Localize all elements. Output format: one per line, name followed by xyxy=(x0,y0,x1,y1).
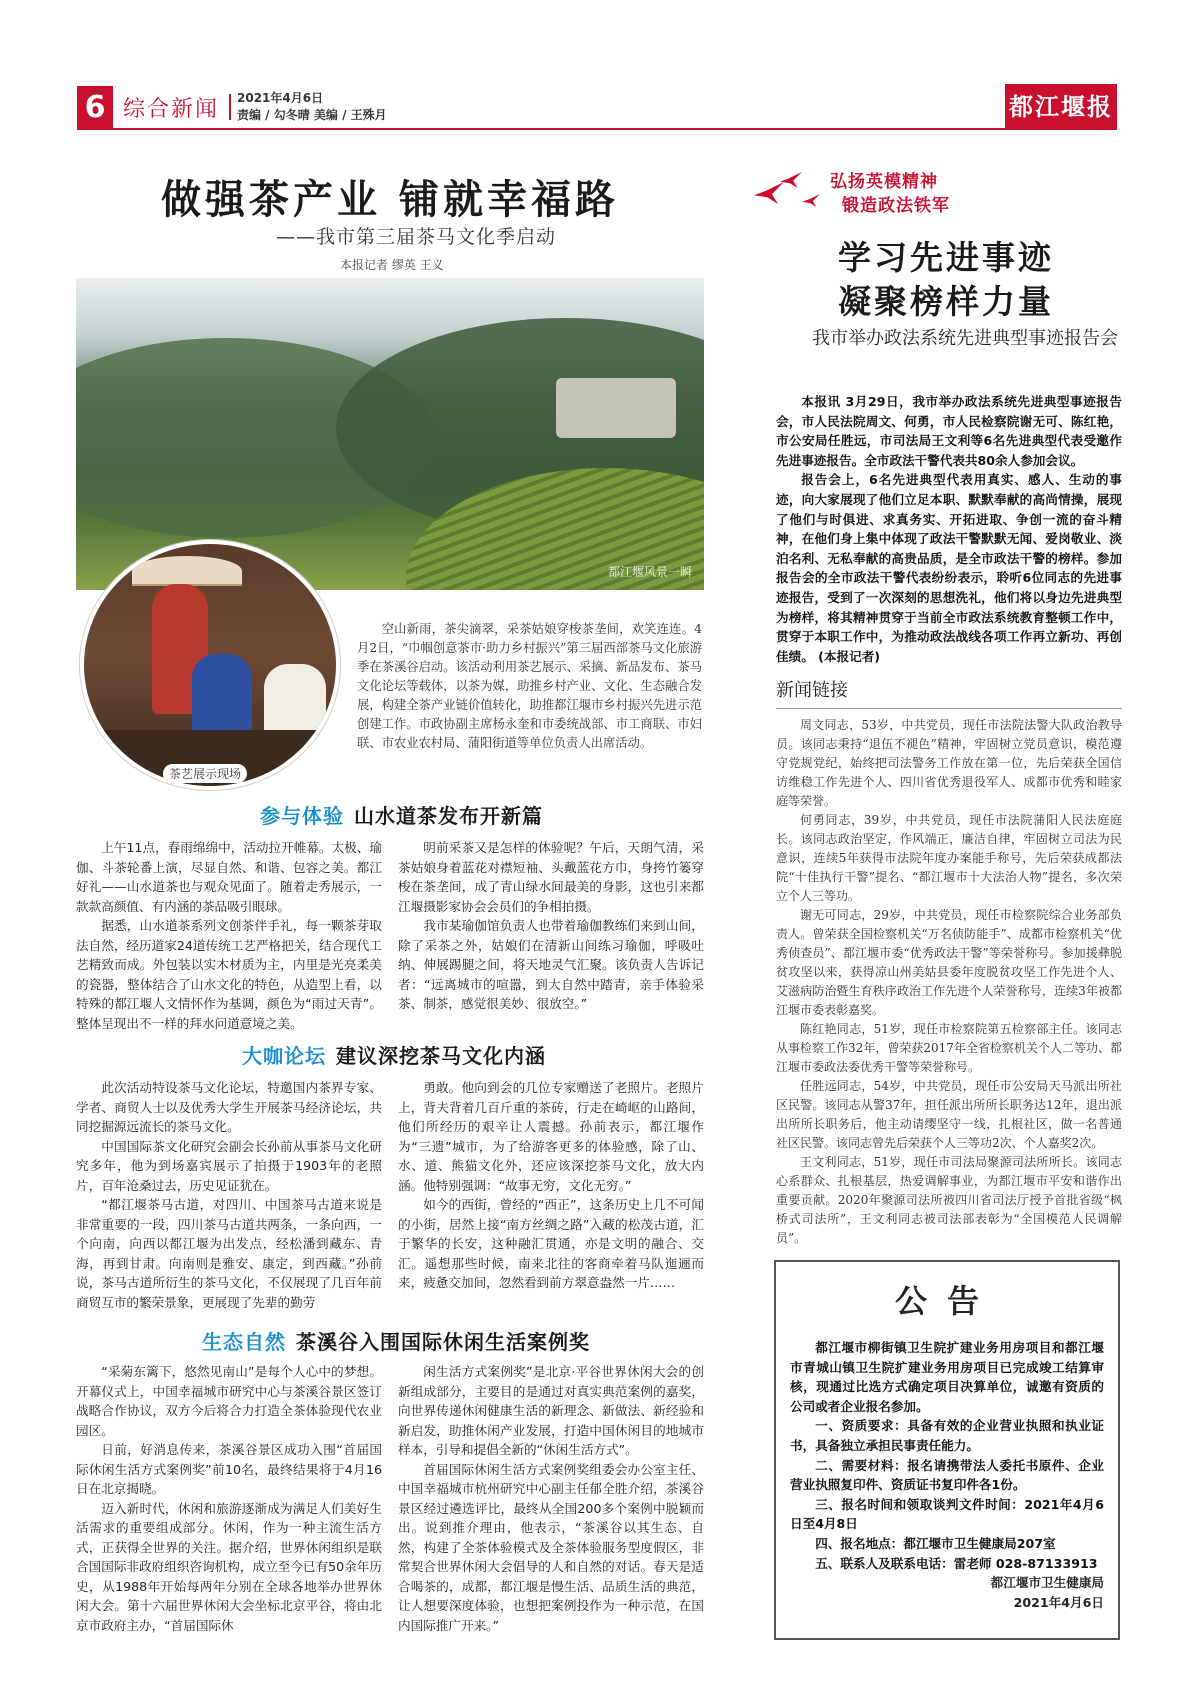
paragraph: 此次活动特设茶马文化论坛，特邀国内茶界专家、学者、商贸人士以及优秀大学生开展茶马经济论坛，共同挖掘源远流长的茶马文化。 xyxy=(76,1080,382,1134)
notice-signature-org: 都江堰市卫生健康局 xyxy=(990,1575,1104,1591)
lead-byline: 本报记者 缪英 王义 xyxy=(340,258,444,272)
paragraph: “采菊东篱下，悠然见南山”是每个人心中的梦想。开幕仪式上，中国幸福城市研究中心与茶溪谷景区签订战略合作协议，双方今后将合力打造全茶体验现代农业园区。 xyxy=(76,1364,382,1438)
banner-text xyxy=(830,170,950,218)
section3-heading xyxy=(202,1326,590,1355)
notice-paragraph: 五、联系人及联系电话：雷老师 028-87133913 xyxy=(815,1555,1098,1571)
editor-credits: 责编 / 勾冬晴 美编 / 王殊月 xyxy=(237,108,387,122)
bird-icon xyxy=(802,194,820,207)
masthead-meta xyxy=(237,90,387,124)
news-link-bios xyxy=(776,716,1122,1248)
bird-icon xyxy=(754,182,784,204)
newspaper-logo: 都江堰报 xyxy=(1005,84,1117,130)
paragraph: 据悉，山水道茶系列文创茶伴手礼，每一颗茶芽取法自然，经历道家24道传统工艺严格把关，结合现代工艺精致而成。外包装以实木材质为主，内里是光亮柔美的瓷器，整体结合了山水文化的特色，从造型上看，以特殊的都江堰人文情怀作为基调，颜色为“雨过天青”。整体呈现出不一样的拜水问道意境之美。 xyxy=(76,918,382,1031)
section3-column-1 xyxy=(76,1362,382,1635)
paragraph: “都江堰茶马古道，对四川、中国茶马古道来说是非常重要的一段，四川茶马古道共两条，一条向西，一个向南，向西以都江堰为出发点，经松潘到藏东、青海，再到甘肃。向南则是雅安、康定，到西藏。”孙前说，茶马古道所衍生的茶马文化，不仅展现了几百年前商贸互市的繁荣景象，更展现了先辈的勤劳 xyxy=(76,1197,382,1310)
circle-photo-caption: 茶艺展示现场 xyxy=(163,764,247,783)
bio-paragraph: 陈红艳同志，51岁，现任市检察院第五检察部主任。该同志从事检察工作32年，曾荣获2017年全省检察机关个人二等功、都江堰市委政法委优秀干警等荣誉称号。 xyxy=(776,1022,1122,1074)
section1-title: 山水道茶发布开新篇 xyxy=(354,804,543,828)
headline-line: 学习先进事迹 xyxy=(838,238,1054,277)
paragraph: 本报讯 3月29日，我市举办政法系统先进典型事迹报告会，市人民法院周文、何勇，市人民检察院谢无可、陈红艳，市公安局任胜远，市司法局王文利等6名先进典型代表受邀作先进事迹报告。全市政法干警代表共80余人参加会议。 xyxy=(776,394,1122,468)
section3-title: 茶溪谷入围国际休闲生活案例奖 xyxy=(296,1330,590,1354)
paragraph: 如今的西街，曾经的“西正”，这条历史上几不可闻的小街，居然上接“南方丝绸之路”入藏的松茂古道，汇于繁华的长安，这种融汇贯通，亦是文明的融合、交汇。遥想那些时候，南来北往的客商牵着马队迤逦而来，疲惫交加间，忽然看到前方翠意盎然一片…… xyxy=(398,1197,704,1290)
notice-title: 公告 xyxy=(894,1282,999,1320)
paragraph: 迈入新时代，休闲和旅游逐渐成为满足人们美好生活需求的重要组成部分。休闲，作为一种主流生活方式，正获得全世界的关注。据介绍，世界休闲组织是联合国国际非政府组织咨询机构，成立至今已有50余年历史，从1988年开始每两年分别在全球各地举办世界休闲大会。第十六届世界休闲大会坐标北京平谷，将由北京市政府主办，“首届国际休 xyxy=(76,1500,382,1633)
bio-paragraph: 周文同志，53岁，中共党员，现任市法院法警大队政治教导员。该同志秉持“退伍不褪色”精神，牢固树立党员意识，模范遵守党规党纪，始终把司法警务工作放在第一位，先后荣获全国信访维稳工作先进个人、四川省优秀退役军人、成都市优秀和睦家庭等荣誉。 xyxy=(776,718,1122,808)
lead-headline: 做强茶产业 铺就幸福路 xyxy=(161,176,619,223)
section2-tag: 大咖论坛 xyxy=(242,1044,326,1068)
masthead-divider xyxy=(229,94,231,120)
public-notice-box xyxy=(774,1260,1120,1640)
paragraph: 上午11点，春雨绵绵中，活动拉开帷幕。太极、瑜伽、斗茶轮番上演，尽显自然、和谐、包容之美。都江好礼——山水道茶也与观众见面了。随着走秀展示，一款款高颜值、有内涵的茶品吸引眼球。 xyxy=(76,840,382,914)
bio-paragraph: 谢无可同志，29岁，中共党员，现任市检察院综合业务部负责人。曾荣获全国检察机关“万名侦防能手”、成都市检察机关“优秀侦查员”、都江堰市委“优秀政法干警”等荣誉称号。参加援彝脱贫攻坚以来，获得凉山州美姑县委年度脱贫攻坚工作先进个人、艾滋病防治暨生育秩序政治工作先进个人荣誉称号，连续3年被都江堰市委表彰嘉奖。 xyxy=(776,908,1122,1017)
paragraph: 首届国际休闲生活方式案例奖组委会办公室主任、中国幸福城市杭州研究中心副主任郁全胜介绍，茶溪谷景区经过遴选评比，最终从全国200多个案例中脱颖而出。说到推介理由，他表示，“茶溪谷以其生态、自然，构建了全茶体验模式及全茶体验服务型度假区，非常契合世界休闲大会倡导的人和自然的对话。春天是适合喝茶的，成都，都江堰是慢生活、品质生活的典范，让人想要深度体验，也想把案例投作为一种示范，在国内国际推广开来。” xyxy=(398,1461,704,1633)
right-subheadline: 我市举办政法系统先进典型事迹报告会 xyxy=(812,328,1118,349)
campaign-banner xyxy=(750,168,1120,228)
section3-tag: 生态自然 xyxy=(202,1330,286,1354)
paragraph: 报告会上，6名先进典型代表用真实、感人、生动的事迹，向大家展现了他们立足本职、默默奉献的高尚情操，展现了他们与时俱进、求真务实、开拓进取、争创一流的奋斗精神，在他们身上集中体现了政法干警默默无闻、爱岗敬业、淡泊名利、无私奉献的高贵品质，是全市政法干警的榜样。参加报告会的全市政法干警代表纷纷表示，聆听6位同志的先进事迹报告，受到了一次深刻的思想洗礼，他们将以身边先进典型为榜样，将其精神贯穿于当前全市政法系统教育整顿工作中，贯穿于本职工作中，为推动政法战线各项工作再立新功、再创佳绩。 (本报记者) xyxy=(776,472,1122,664)
headline-line: 凝聚榜样力量 xyxy=(838,282,1054,321)
section-name: 综合新闻 xyxy=(123,97,220,122)
notice-paragraph: 三、报名时间和领取谈判文件时间：2021年4月6日至4月8日 xyxy=(790,1496,1104,1532)
section2-title: 建议深挖茶马文化内涵 xyxy=(336,1044,546,1068)
paragraph: 我市某瑜伽馆负责人也带着瑜伽教练们来到山间，除了采茶之外，姑娘们在清新山间练习瑜伽，呼吸吐纳、伸展踢腿之间，将天地灵气汇聚。该负责人告诉记者：“远离城市的喧嚣，到大自然中踏青，亲手体验采茶、制茶，感觉很美妙、很放空。” xyxy=(398,918,704,1011)
news-link-heading: 新闻链接 xyxy=(776,676,1122,709)
paragraph: 勇敢。他向到会的几位专家赠送了老照片。老照片上，背夫背着几百斤重的茶砖，行走在崎岖的山路间，他们所经历的艰辛让人震撼。孙前表示，都江堰作为“三遗”城市，为了给游客更多的体验感，除了山、水、道、熊猫文化外，还应该深挖茶马文化，放大内涵。他特别强调：“故事无穷，文化无穷。” xyxy=(398,1080,704,1193)
bio-paragraph: 王文利同志，51岁，现任市司法局聚源司法所所长。该同志心系群众、扎根基层，热爱调解事业，为都江堰市平安和谐作出重要贡献。2020年聚源司法所被四川省司法厅授予首批省级“枫桥式司法所”，王文利同志被司法部表彰为“全国模范人民调解员”。 xyxy=(776,1155,1122,1245)
bio-paragraph: 何勇同志，39岁，中共党员，现任市法院蒲阳人民法庭庭长。该同志政治坚定，作风端正，廉洁自律，牢固树立司法为民意识，连续5年获得市法院年度办案能手称号，先后荣获成都法院“十佳执行干警”提名、“都江堰市十大法治人物”提名，多次荣立个人三等功。 xyxy=(776,813,1122,903)
lead-subheadline: ——我市第三届茶马文化季启动 xyxy=(276,226,557,248)
paragraph: 中国国际茶文化研究会副会长孙前从事茶马文化研究多年，他为到场嘉宾展示了拍摄于1903年的老照片，百年沧桑过去，历史见证犹在。 xyxy=(76,1138,382,1193)
tea-ceremony-photo xyxy=(80,540,340,790)
banner-line: 锻造政法铁军 xyxy=(842,196,950,216)
notice-signature-date: 2021年4月6日 xyxy=(1013,1594,1104,1610)
tea-mountain-photo xyxy=(76,278,704,590)
bird-icon xyxy=(780,172,802,188)
notice-body xyxy=(790,1338,1104,1573)
paragraph: 明前采茶又是怎样的体验呢？午后，天朗气清，采茶姑娘身着蓝花对襟短袖、头戴蓝花方巾，身挎竹篓穿梭在茶垄间，成了青山绿水间最美的身影，这也引来都江堰摄影家协会会员们的争相拍摄。 xyxy=(398,840,704,914)
notice-paragraph: 二、需要材料：报名请携带法人委托书原件、企业营业执照复印件、资质证书复印件各1份。 xyxy=(790,1457,1104,1493)
section2-heading xyxy=(242,1040,546,1069)
section1-tag: 参与体验 xyxy=(260,804,344,828)
parasol-shape xyxy=(132,556,242,586)
bio-paragraph: 任胜远同志，54岁，中共党员，现任市公安局天马派出所社区民警。该同志从警37年，担任派出所所长职务达12年，退出派出所所长职务后，他主动请缨坚守一线，扎根社区，做一名普通社区民警。该同志曾先后荣获个人三等功2次、个人嘉奖2次。 xyxy=(776,1079,1122,1150)
right-article-body xyxy=(776,392,1122,666)
notice-paragraph: 四、报名地点：都江堰市卫生健康局207室 xyxy=(815,1535,1056,1551)
section2-column-2 xyxy=(398,1078,704,1293)
notice-paragraph: 一、资质要求：具备有效的企业营业执照和执业证书，具备独立承担民事责任能力。 xyxy=(790,1418,1104,1453)
section1-column-2 xyxy=(398,838,704,1014)
paragraph: 闲生活方式案例奖”是北京·平谷世界休闲大会的创新组成部分，主要目的是通过对真实典范案例的嘉奖，向世界传递休闲健康生活的新理念、新做法、新经验和新启发，助推休闲产业发展，打造中国休闲目的地城市样本，引导和提倡全新的“休闲生活方式”。 xyxy=(398,1364,704,1457)
section3-column-2 xyxy=(398,1362,704,1635)
issue-date: 2021年4月6日 xyxy=(237,91,324,105)
masthead xyxy=(77,86,1117,130)
banner-line: 弘扬英模精神 xyxy=(830,172,938,192)
right-headline xyxy=(776,236,1126,324)
notice-paragraph: 都江堰市柳街镇卫生院扩建业务用房项目和都江堰市青城山镇卫生院扩建业务用房项目已完成竣工结算审核，现通过比选方式确定项目决算单位，诚邀有资质的公司或者企业报名参加。 xyxy=(790,1340,1104,1414)
section2-column-1 xyxy=(76,1078,382,1312)
photo-hill xyxy=(556,378,676,438)
section1-heading xyxy=(260,800,543,829)
photo-caption: 都江堰风景一瞬 xyxy=(607,565,692,579)
section1-column-1 xyxy=(76,838,382,1033)
lead-intro: 空山新雨，茶尖滴翠，采茶姑娘穿梭茶垄间，欢笑连连。4月2日，“巾帼创意茶市·助力乡村振兴”第三届西部茶马文化旅游季在茶溪谷启动。该活动利用茶艺展示、采摘、新品发布、茶马文化论坛等载体，以茶为媒，助推乡村产业、文化、生态融合发展，构建全茶产业链价值转化，助推都江堰市乡村振兴先进示范创建工作。市政协副主席杨永奎和市委统战部、市工商联、市妇联、市农业农村局、蒲阳街道等单位负责人出席活动。 xyxy=(357,622,702,750)
page-number: 6 xyxy=(77,86,113,130)
paragraph: 日前，好消息传来，茶溪谷景区成功入围“首届国际休闲生活方式案例奖”前10名，最终结果将于4月16日在北京揭晓。 xyxy=(76,1442,382,1496)
